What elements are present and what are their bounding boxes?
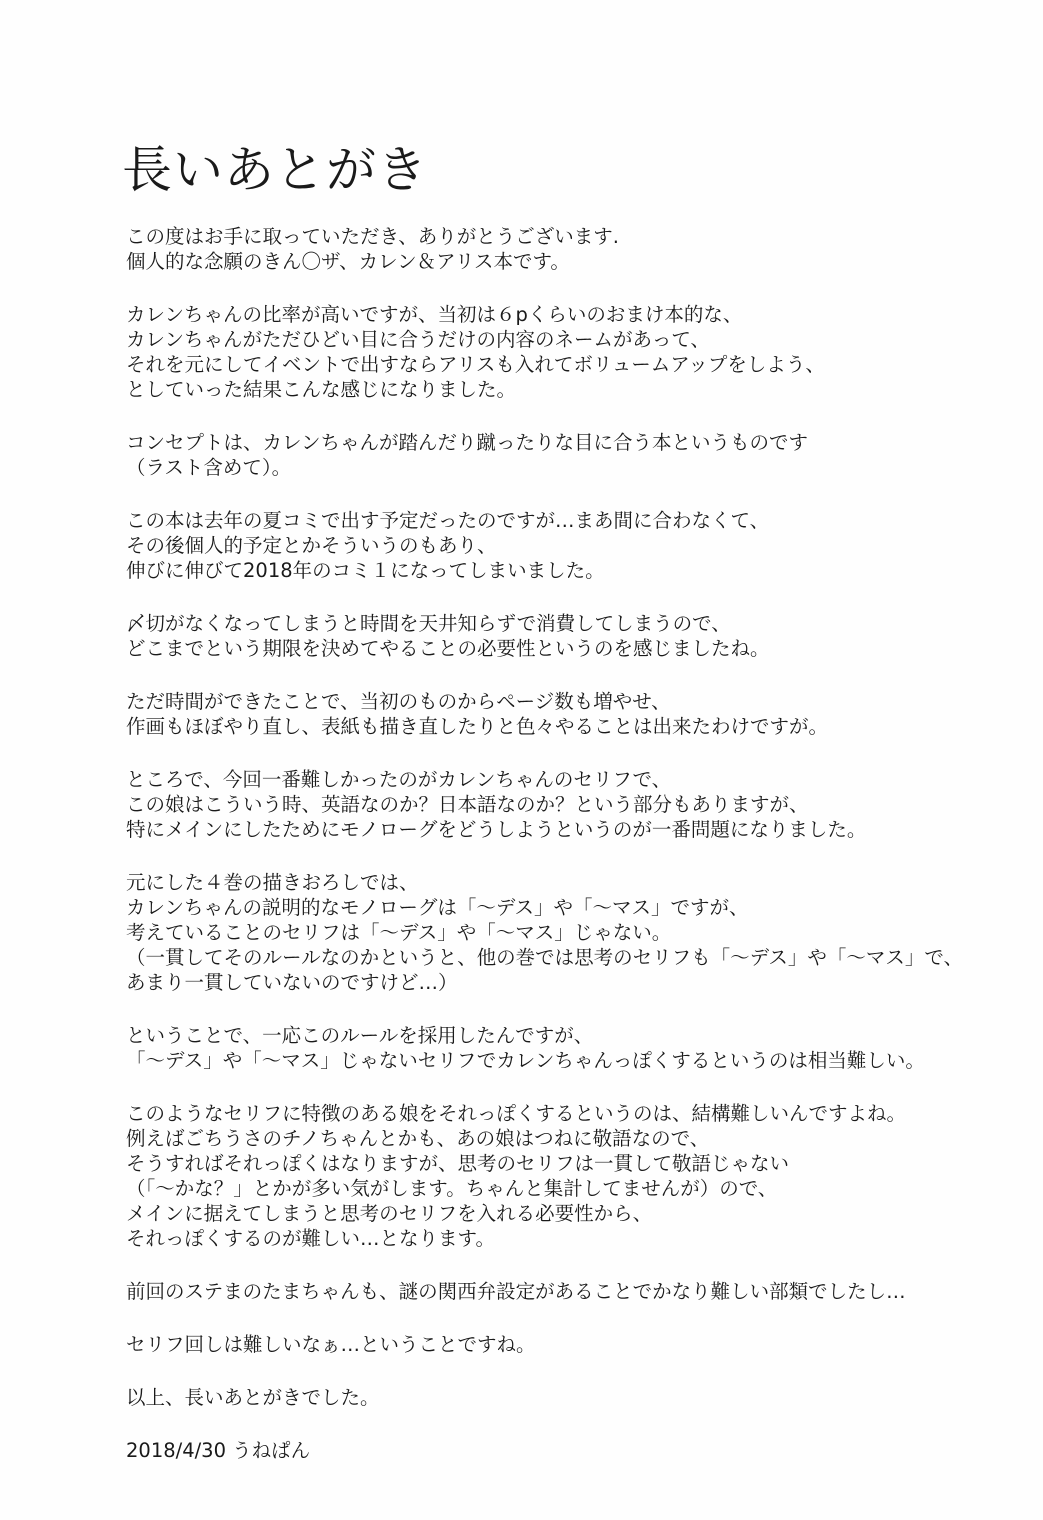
paragraph [126,1279,946,1304]
paragraph [126,1101,946,1251]
text-line: ということで、一応このルールを採用したんですが、 [126,1024,594,1047]
text-line: 作画もほぼやり直し、表紙も描き直したりと色々やることは出来たわけですが。 [126,715,829,738]
text-line: 個人的な念願のきん〇ザ、カレン＆アリス本です。 [126,250,570,273]
text-line: この本は去年の夏コミで出す予定だったのですが…まあ間に合わなくて、 [126,509,770,532]
text-line: （一貫してそのルールなのかというと、他の巻では思考のセリフも「〜デス」や「〜マス」で、 [126,946,963,969]
text-line: 前回のステまのたまちゃんも、謎の関西弁設定があることでかなり難しい部類でしたし… [126,1280,906,1303]
paragraph [126,430,946,480]
text-line: ただ時間ができたことで、当初のものからページ数も増やせ、 [126,690,671,713]
text-line: この娘はこういう時、英語なのか？日本語なのか？という部分もありますが、 [126,793,809,816]
text-line: セリフ回しは難しいなぁ…ということですね。 [126,1333,536,1356]
text-line: 「〜デス」や「〜マス」じゃないセリフでカレンちゃんっぽくするというのは相当難しい。 [126,1049,925,1072]
text-line: その後個人的予定とかそういうのもあり、 [126,534,497,557]
text-line: （「〜かな？」とかが多い気がします。ちゃんと集計してませんが）ので、 [126,1177,778,1200]
paragraph [126,1023,946,1073]
text-line: ところで、今回一番難しかったのがカレンちゃんのセリフで、 [126,768,672,791]
paragraph [126,508,946,583]
afterword-body [126,224,963,1491]
paragraph [126,689,946,739]
text-line: 〆切がなくなってしまうと時間を天井知らずで消費してしまうので、 [126,612,731,635]
text-line: 元にした４巻の描きおろしでは、 [126,871,419,894]
text-line: このようなセリフに特徴のある娘をそれっぽくするというのは、結構難しいんですよね。 [126,1102,907,1125]
text-line: そうすればそれっぽくはなりますが、思考のセリフは一貫して敬語じゃない [126,1152,790,1175]
page-title: 長いあとがき [122,141,428,199]
text-line: 以上、長いあとがきでした。 [126,1386,380,1409]
text-line: （ラスト含めて）。 [126,456,292,479]
paragraph [126,302,946,402]
paragraph [126,767,946,842]
text-line: としていった結果こんな感じになりました。 [126,378,517,401]
text-line: メインに据えてしまうと思考のセリフを入れる必要性から、 [126,1202,653,1225]
paragraph [126,870,963,995]
text-line: 特にメインにしたためにモノローグをどうしようというのが一番問題になりました。 [126,818,867,841]
text-line: どこまでという期限を決めてやることの必要性というのを感じましたね。 [126,637,770,660]
paragraph [126,1438,946,1463]
text-line: それっぽくするのが難しい…となります。 [126,1227,495,1250]
text-line: この度はお手に取っていただき、ありがとうございます. [126,225,619,248]
text-line: コンセプトは、カレンちゃんが踏んだり蹴ったりな目に合う本というものです [126,431,809,454]
text-line: 例えばごちうさのチノちゃんとかも、あの娘はつねに敬語なので、 [126,1127,710,1150]
text-line: カレンちゃんの比率が高いですが、当初は６pくらいのおまけ本的な、 [126,303,743,326]
text-line: 考えていることのセリフは「〜デス」や「〜マス」じゃない。 [126,921,672,944]
text-line: 伸びに伸びて2018年のコミ１になってしまいました。 [126,559,605,582]
paragraph [126,1332,946,1357]
text-line: カレンちゃんの説明的なモノローグは「〜デス」や「〜マス」ですが、 [126,896,749,919]
text-line: あまり一貫していないのですけど…） [126,971,458,994]
text-line: それを元にしてイベントで出すならアリスも入れてボリュームアップをしよう、 [126,353,825,376]
paragraph [126,224,946,274]
text-line: カレンちゃんがただひどい目に合うだけの内容のネームがあって、 [126,328,710,351]
paragraph [126,611,946,661]
text-line: 2018/4/30 うねぱん [126,1439,311,1462]
paragraph [126,1385,946,1410]
